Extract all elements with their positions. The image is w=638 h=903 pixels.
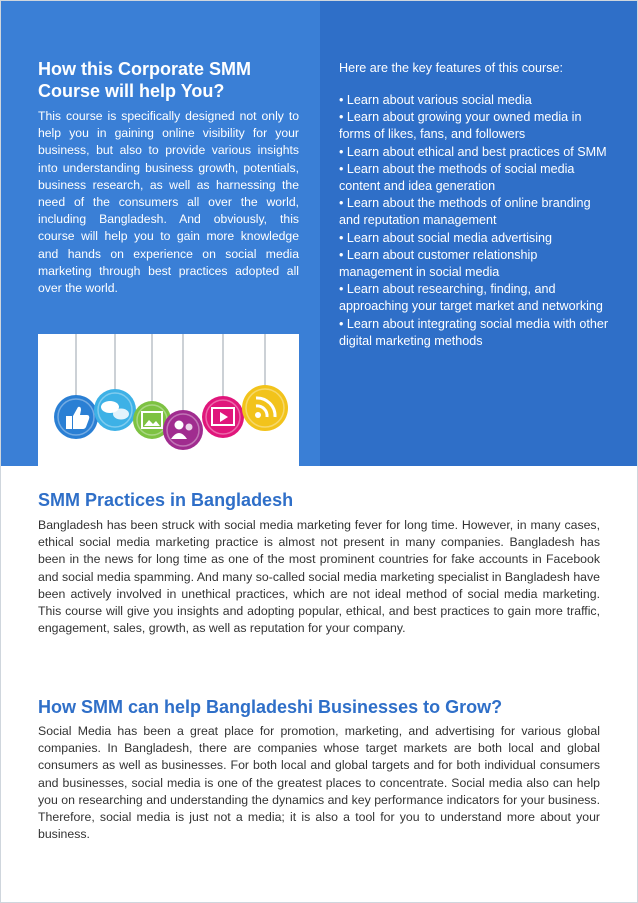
chat-bubbles-icon (94, 389, 136, 431)
feature-item: • Learn about the methods of online branding and reputation management (339, 196, 591, 228)
features-list (339, 92, 609, 350)
feature-item: • Learn about social media advertising (339, 230, 553, 245)
thumbs-up-icon (54, 395, 98, 439)
feature-item: • Learn about the methods of social media content and idea generation (339, 161, 575, 194)
rss-icon (242, 385, 288, 431)
section-grow-title: How SMM can help Bangladeshi Businesses to Grow? (38, 697, 503, 717)
section-grow-body: Social Media has been a great place for promotion, marketing, and advertising for various global companies. In Bangladesh, there are companies whose target markets are both local and global consumers as well as businesses. For both local and global targets and for both individual consumers and businesses, social media is one of the greatest places to concentrate. Social media also can help you on researching and understanding the dynamics and key performance indicators for your business. Therefore, social media is just not a media; it is also a tool for you to understand more about your business. (38, 724, 600, 842)
feature-item: • Learn about growing your owned media in forms of likes, fans, and followers (339, 110, 582, 142)
feature-item: • Learn about ethical and best practices of SMM (339, 144, 607, 159)
video-icon (202, 396, 244, 438)
feature-item: • Learn about integrating social media with other digital marketing methods (339, 316, 609, 348)
feature-item: • Learn about customer relationship management in social media (339, 247, 538, 280)
course-help-title: How this Corporate SMM Course will help You? (38, 59, 252, 101)
features-intro: Here are the key features of this course: (339, 61, 564, 75)
feature-item: • Learn about various social media (339, 93, 532, 107)
course-help-body: This course is specifically designed not only to help you in gaining online visibility for your business, but also to provide various insights into understanding business growth, potentials, business research, as well as harnessing the need of the consumers all over the world, including Bangladesh. And obviously, this course will help you to gain more knowledge and hands on experience on social media marketing through best practices adopted all over the world. (38, 109, 299, 296)
users-icon (163, 410, 203, 450)
feature-item: • Learn about researching, finding, and approaching your target market and networking (339, 282, 603, 314)
section-practices-body: Bangladesh has been struck with social media marketing fever for long time. However, in many cases, ethical social media marketing practice is almost not present in many companies. Bangladesh has been in the news for long time as one of the most prominent countries for fake accounts in Facebook and social media spamming. And many so-called social media marketing specialist in Bangladesh have been actively involved in unethical practices, which are not ideal method of social media marketing. This course will give you insights and adopting popular, ethical, and best practices to gain more traffic, engagement, sales, growth, as well as reputation for your company. (38, 518, 600, 636)
social-media-illustration (38, 334, 299, 466)
section-practices-title: SMM Practices in Bangladesh (38, 490, 294, 510)
